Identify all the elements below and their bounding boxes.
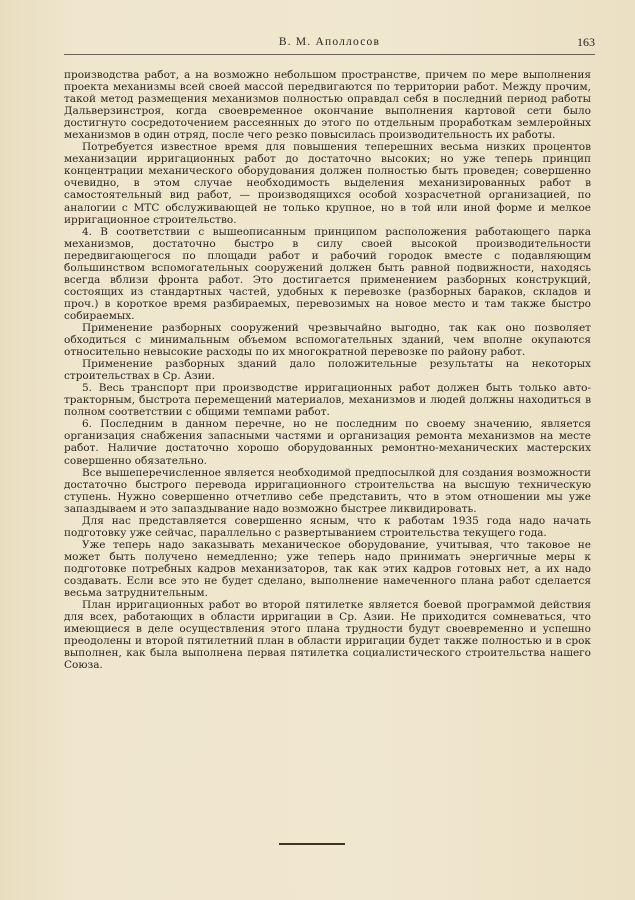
paragraph: Применение разборных зданий дало положительные результаты на некоторых строительствах в Ср. Азии. [64, 358, 591, 383]
paragraph-point-6: 6. Последним в данном перечне, но не последним по своему значению, является организация снабжения запасными частями и организация ремонта механизмов на месте работ. Наличие достаточно хорошо оборудованных ремонтно-механических мастерских совершенно обязательно. [64, 418, 591, 467]
paragraph: Для нас представляется совершенно ясным, что к работам 1935 года надо начать подготовку уже сейчас, параллельно с развертыванием строительства текущего года. [64, 514, 591, 539]
paragraph-final: План ирригационных работ во второй пятилетке является боевой программой действия для всех, работающих в области ирригации в Ср. Азии. Не приходится сомневаться, что имеющиеся в деле осуществления этого плана трудности будут своевременно и успешно преодолены и второй пятилетний план в области ирригации будет также полностью и в срок выполнен, как была выполнена первая пятилетка социалистического строительства нашего Союза. [64, 599, 591, 672]
paragraph: Уже теперь надо заказывать механическое оборудование, учитывая, что таковое не может быть получено немедленно; уже теперь надо принимать энергичные меры к подготовке потребных кадров механизаторов, так как этих кадров готовых нет, а их надо создавать. Если все это не будет сделано, выполнение намеченного плана работ сделается весьма затруднительным. [64, 538, 591, 600]
author-name: В. М. Аполлосов [278, 36, 381, 48]
paragraph-point-5: 5. Весь транспорт при производстве ирригационных работ должен быть только авто-тракторным, быстрота перемещений материалов, механизмов и людей должны находиться в полном соответствии с общими темпами работ. [64, 382, 591, 419]
end-rule [279, 843, 345, 845]
paragraph-point-4: 4. В соответствии с вышеописанным принципом расположения работающего парка механизмов, достаточно быстро в силу своей высокой производительности передвигающегося по площади работ и рабочий городок вместе с подавляющим большинством вспомогательных сооружений должен быть равной подвижности, находясь всегда вблизи фронта работ. Это достигается применением разборных конструкций, состоящих из стандартных частей, удобных к перевозке (разборных бараков, складов и проч.) в короткое время разбираемых, перевозимых на новое место и там также быстро собираемых. [64, 225, 591, 322]
paragraph: Потребуется известное время для повышения теперешних весьма низких процентов механизации ирригационных работ до достаточно высоких; но уже теперь принцип концентрации механического оборудования должен полностью быть проведен; совершенно очевидно, в этом случае необходимость выделения механизированных работ в самостоятельный вид работ, — производящихся особой хозрасчетной организацией, по аналогии с МТС обслуживающей не только крупное, но в той или иной форме и мелкое ирригационное строительство. [64, 141, 591, 226]
running-header [64, 36, 595, 55]
page-number: 163 [577, 35, 595, 49]
paragraph-continued: производства работ, а на возможно небольшом пространстве, причем по мере выполнения проекта механизмы всей своей массой передвигаются по территории работ. Между прочим, такой метод размещения механизмов полностью оправдал себя в последний период работы Дальверзинстроя, когда своевременное окончание выполнения картовой сети было достигнуто сосредоточением рассеянных до этого по отдельным проработкам землеройных механизмов в один отряд, после чего резко повысилась производительность их работы. [64, 69, 591, 142]
paragraph: Применение разборных сооружений чрезвычайно выгодно, так как оно позволяет обходиться с минимальным объемом вспомогательных зданий, чем вполне окупаются относительно невысокие расходы по их многократной перевозке по району работ. [64, 321, 591, 359]
paragraph: Все вышеперечисленное является необходимой предпосылкой для создания возможности достаточно быстрого перевода ирригационного строительства на высшую техническую ступень. Нужно совершенно отчетливо себе представить, что в этом отношении мы уже запаздываем и это запаздывание надо возможно быстрее ликвидировать. [64, 466, 591, 515]
body-text [64, 69, 591, 671]
